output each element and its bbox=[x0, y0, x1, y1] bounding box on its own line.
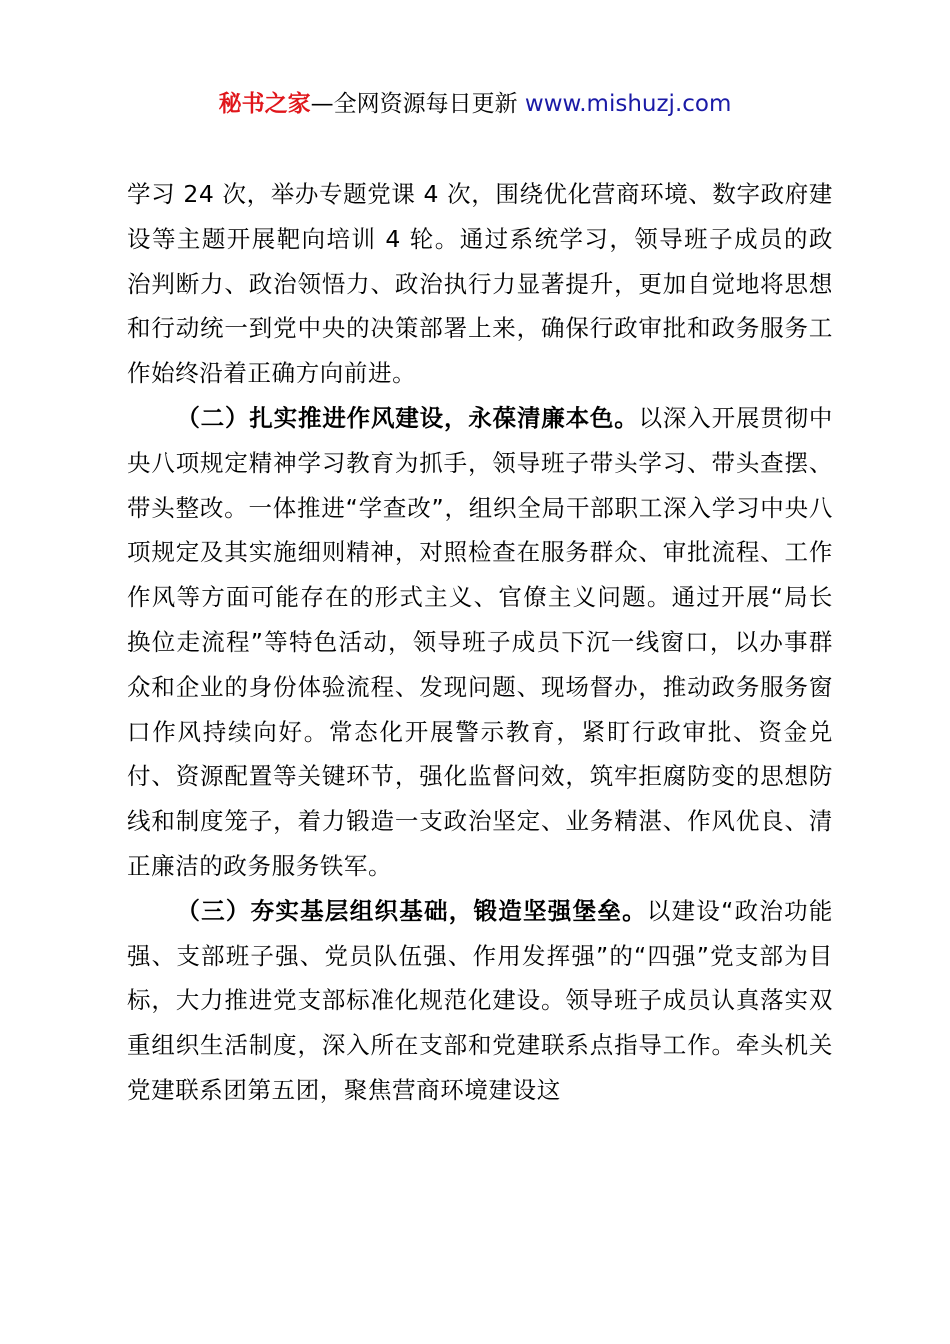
section-heading: （二）扎实推进作风建设，永葆清廉本色。 bbox=[176, 403, 639, 432]
header-brand: 秘书之家 bbox=[218, 91, 311, 117]
paragraph-text: 学习 24 次，举办专题党课 4 次，围绕优化营商环境、数字政府建设等主题开展靶向培训 4 轮。通过系统学习，领导班子成员的政治判断力、政治领悟力、政治执行力显著提升，更加自觉地将思想和行动统一到党中央的决策部署上来，确保行政审批和政务服务工作始终沿着正确方向前进。 bbox=[127, 180, 833, 388]
paragraph-2 bbox=[127, 396, 833, 889]
paragraph-1 bbox=[127, 172, 833, 396]
paragraph-3 bbox=[127, 889, 833, 1113]
header-site-link[interactable]: www.mishuzj.com bbox=[517, 91, 732, 117]
section-heading: （三）夯实基层组织基础，锻造坚强堡垒。 bbox=[176, 896, 647, 925]
paragraph-text: 以建设“政治功能强、支部班子强、党员队伍强、作用发挥强”的“四强”党支部为目标，大力推进党支部标准化规范化建设。领导班子成员认真落实双重组织生活制度，深入所在支部和党建联系点指导工作。牵头机关党建联系团第五团，聚焦营商环境建设这 bbox=[127, 896, 833, 1104]
paragraph-text: 以深入开展贯彻中央八项规定精神学习教育为抓手，领导班子带头学习、带头查摆、带头整改。一体推进“学查改”，组织全局干部职工深入学习中央八项规定及其实施细则精神，对照检查在服务群众、审批流程、工作作风等方面可能存在的形式主义、官僚主义问题。通过开展“局长换位走流程”等特色活动，领导班子成员下沉一线窗口，以办事群众和企业的身份体验流程、发现问题、现场督办，推动政务服务窗口作风持续向好。常态化开展警示教育，紧盯行政审批、资金兑付、资源配置等关键环节，强化监督问效，筑牢拒腐防变的思想防线和制度笼子，着力锻造一支政治坚定、业务精湛、作风优良、清正廉洁的政务服务铁军。 bbox=[127, 403, 833, 880]
page-header bbox=[0, 86, 950, 122]
document-body bbox=[127, 172, 833, 1113]
header-tagline: —全网资源每日更新 bbox=[310, 91, 518, 117]
